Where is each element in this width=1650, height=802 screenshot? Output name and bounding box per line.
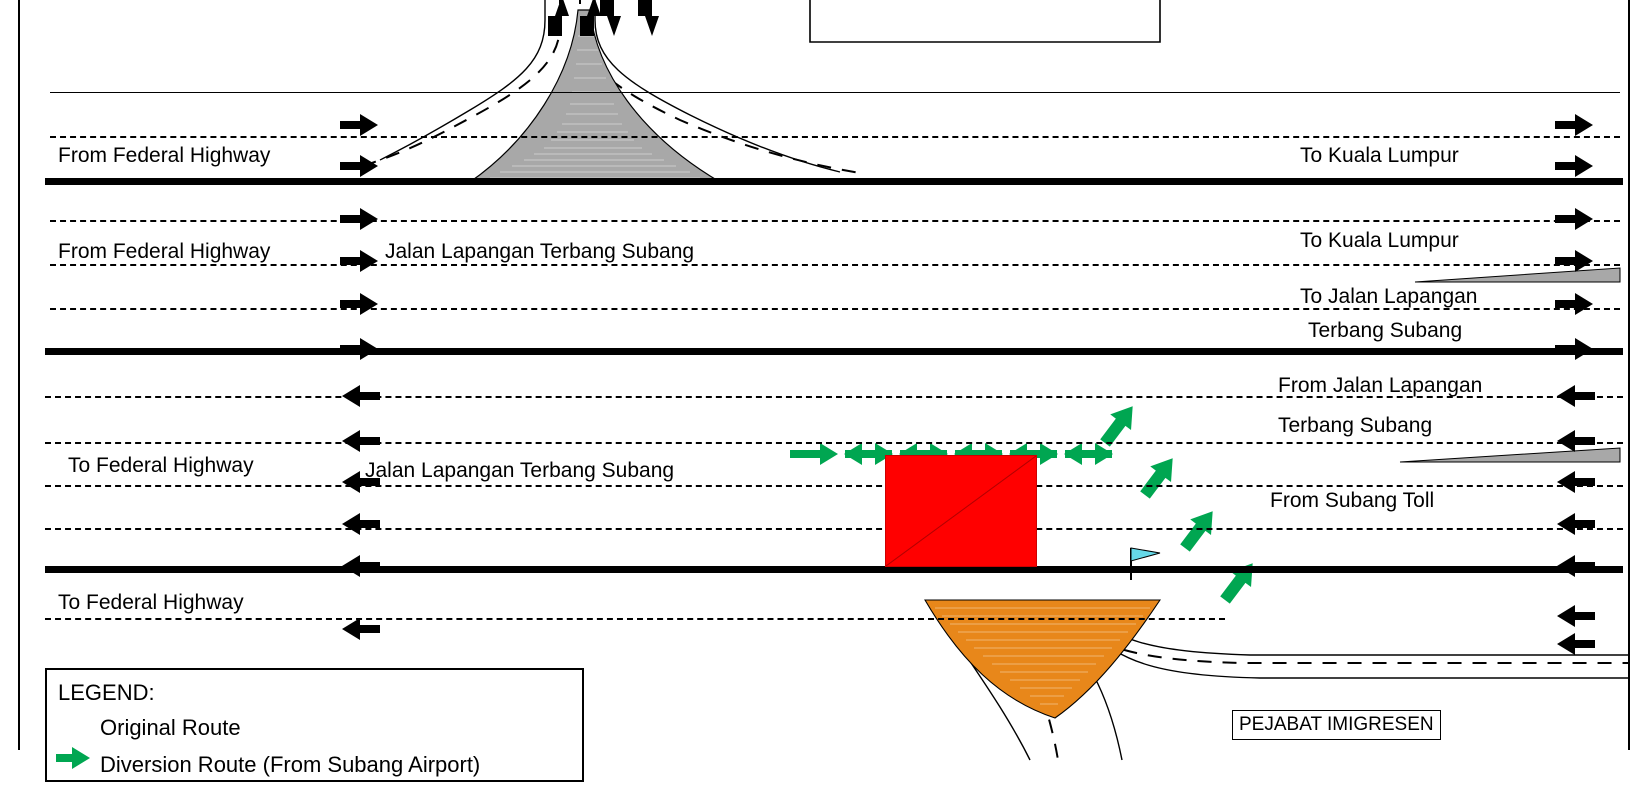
legend-item-1-label: Diversion Route (From Subang Airport) (100, 752, 481, 777)
lane-dash-9 (45, 618, 1225, 620)
label-from-jalan-lapangan: From Jalan Lapangan (1278, 374, 1483, 397)
label-to-federal-highway-2: To Federal Highway (58, 591, 244, 614)
lane-dash-2 (50, 220, 1620, 222)
flag-icon (1131, 548, 1160, 580)
label-to-federal-highway-1: To Federal Highway (68, 454, 254, 477)
label-from-federal-highway-2: From Federal Highway (58, 240, 271, 263)
legend-diversion-arrow-icon (56, 742, 146, 802)
lane-dash-7 (45, 485, 1623, 487)
label-road-name-bottom: Jalan Lapangan Terbang Subang (365, 459, 675, 482)
legend-title: LEGEND: (58, 680, 155, 705)
label-to-kuala-lumpur-2: To Kuala Lumpur (1300, 229, 1459, 252)
road-center-barrier-1 (45, 178, 1623, 185)
label-road-name-top: Jalan Lapangan Terbang Subang (385, 240, 695, 263)
lane-dash-1 (50, 136, 1620, 138)
lane-dash-4 (50, 308, 1620, 310)
road-closure-box (885, 455, 1037, 567)
legend-item-0-label: Original Route (100, 715, 241, 740)
label-to-jalan-lapangan: To Jalan Lapangan (1300, 285, 1478, 308)
road-center-barrier-3 (45, 566, 1623, 573)
label-to-kuala-lumpur-1: To Kuala Lumpur (1300, 144, 1459, 167)
label-from-subang-toll: From Subang Toll (1270, 489, 1435, 512)
lane-dash-8 (45, 528, 1623, 530)
road-edge-line-top (50, 92, 1620, 93)
pejabat-imigresen-label: PEJABAT IMIGRESEN (1232, 710, 1441, 740)
label-from-federal-highway-1: From Federal Highway (58, 144, 271, 167)
lane-dash-3 (50, 264, 1620, 266)
road-center-barrier-2 (45, 348, 1623, 355)
label-terbang-subang-2: Terbang Subang (1278, 414, 1433, 437)
label-terbang-subang-1: Terbang Subang (1308, 319, 1463, 342)
lane-dash-6 (45, 442, 1623, 444)
